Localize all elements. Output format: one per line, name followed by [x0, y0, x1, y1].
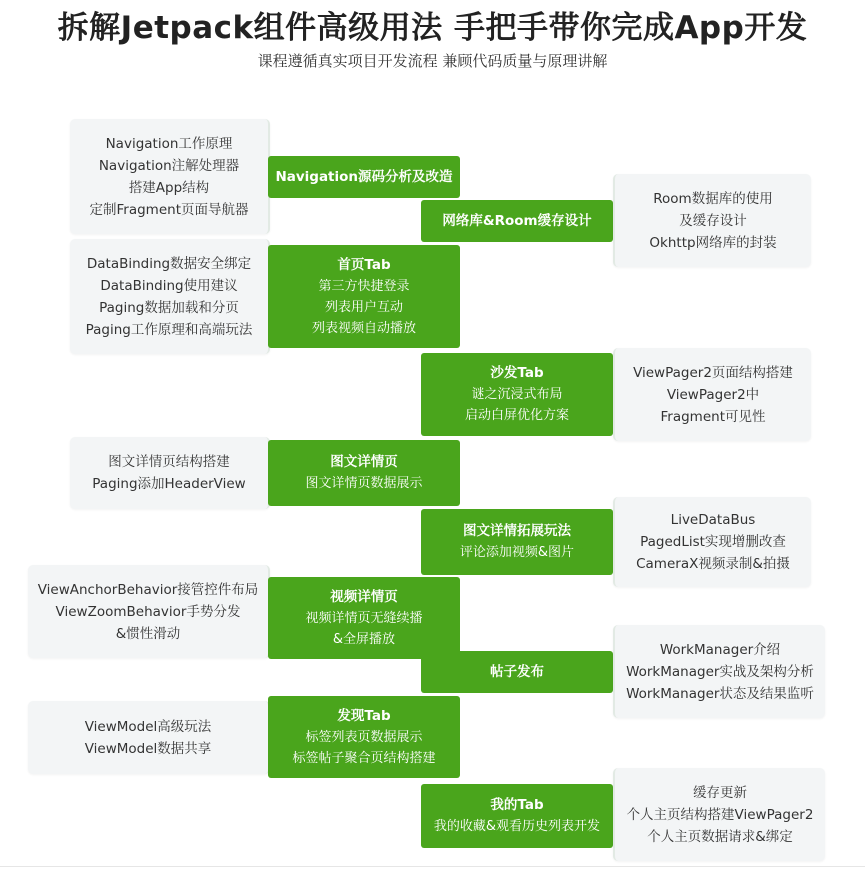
- detail-line: Room数据库的使用: [653, 190, 773, 207]
- module-title: 图文详情页: [330, 454, 398, 470]
- module-subtitle: 列表视频自动播放: [311, 320, 416, 336]
- detail-line: ViewModel数据共享: [84, 740, 212, 757]
- detail-line: 定制Fragment页面导航器: [89, 201, 249, 218]
- detail-line: 个人主页结构搭建ViewPager2: [626, 806, 814, 823]
- module-details-home-tab: [70, 239, 270, 354]
- module-subtitle: &全屏播放: [332, 631, 396, 647]
- detail-line: ViewPager2中: [666, 386, 760, 403]
- module-subtitle: 列表用户互动: [324, 299, 403, 315]
- module-node-sofa-tab: [421, 353, 613, 436]
- detail-line: ViewZoomBehavior手势分发: [55, 603, 241, 620]
- module-title: 首页Tab: [337, 256, 391, 273]
- module-subtitle: 视频详情页无缝续播: [305, 610, 423, 626]
- detail-line: 搭建App结构: [128, 179, 210, 196]
- module-node-post-publish: [421, 651, 613, 693]
- detail-line: Navigation注解处理器: [98, 157, 240, 174]
- module-details-discover-tab: [28, 701, 270, 774]
- detail-line: Paging数据加载和分页: [99, 299, 239, 316]
- module-node-network-room: [421, 200, 613, 242]
- module-subtitle: 第三方快捷登录: [318, 278, 410, 294]
- module-subtitle: 我的收藏&观看历史列表开发: [433, 819, 601, 834]
- module-details-article-detail: [70, 437, 270, 509]
- module-details-article-extension: [613, 497, 811, 587]
- detail-line: Paging添加HeaderView: [92, 476, 246, 492]
- module-node-article-extension: [421, 509, 613, 575]
- module-title: Navigation源码分析及改造: [275, 168, 453, 185]
- module-node-home-tab: [268, 245, 460, 348]
- module-details-mine-tab: [613, 768, 825, 861]
- module-title: 帖子发布: [490, 663, 544, 680]
- detail-line: CameraX视频录制&拍摄: [636, 556, 790, 572]
- module-subtitle: 评论添加视频&图片: [459, 545, 575, 560]
- module-subtitle: 标签列表页数据展示: [305, 729, 423, 745]
- detail-line: 个人主页数据请求&绑定: [647, 828, 793, 845]
- detail-line: 缓存更新: [693, 784, 747, 801]
- module-node-mine-tab: [421, 784, 613, 848]
- module-subtitle: 谜之沉浸式布局: [471, 387, 563, 402]
- detail-line: LiveDataBus: [670, 512, 756, 528]
- detail-line: ViewAnchorBehavior接管控件布局: [37, 581, 259, 598]
- module-details-sofa-tab: [613, 348, 811, 441]
- detail-line: 及缓存设计: [679, 212, 747, 229]
- module-title: 发现Tab: [337, 707, 391, 724]
- detail-line: Paging工作原理和高端玩法: [85, 321, 253, 338]
- module-title: 图文详情拓展玩法: [463, 523, 571, 539]
- module-subtitle: 标签帖子聚合页结构搭建: [292, 750, 436, 766]
- detail-line: ViewPager2页面结构搭建: [633, 364, 793, 381]
- page-title: 拆解Jetpack组件高级用法 手把手带你完成App开发: [57, 10, 808, 46]
- page-subtitle: 课程遵循真实项目开发流程 兼顾代码质量与原理讲解: [257, 52, 608, 70]
- module-node-navigation: [268, 156, 460, 198]
- module-details-post-publish: [613, 625, 825, 718]
- module-subtitle: 图文详情页数据展示: [305, 476, 423, 491]
- module-title: 网络库&Room缓存设计: [442, 212, 592, 229]
- detail-line: PagedList实现增删改查: [640, 534, 786, 550]
- module-details-navigation: [70, 119, 270, 234]
- detail-line: &惯性滑动: [115, 625, 181, 642]
- module-details-network-room: [613, 174, 811, 267]
- module-node-article-detail: [268, 440, 460, 506]
- detail-line: WorkManager状态及结果监听: [626, 685, 814, 702]
- module-title: 我的Tab: [490, 797, 544, 813]
- detail-line: DataBinding使用建议: [100, 277, 238, 294]
- bottom-divider: [0, 866, 865, 867]
- detail-line: Navigation工作原理: [105, 135, 233, 152]
- detail-line: Okhttp网络库的封装: [649, 234, 777, 251]
- module-node-discover-tab: [268, 696, 460, 778]
- detail-line: DataBinding数据安全绑定: [86, 255, 252, 272]
- detail-line: ViewModel高级玩法: [84, 718, 212, 735]
- module-subtitle: 启动白屏优化方案: [464, 408, 569, 423]
- module-details-video-detail: [28, 565, 270, 658]
- detail-line: WorkManager介绍: [659, 641, 781, 658]
- detail-line: WorkManager实战及架构分析: [626, 663, 814, 680]
- detail-line: Fragment可见性: [660, 408, 766, 425]
- module-title: 视频详情页: [330, 588, 398, 605]
- detail-line: 图文详情页结构搭建: [108, 454, 230, 470]
- module-node-video-detail: [268, 577, 460, 659]
- module-title: 沙发Tab: [490, 365, 544, 381]
